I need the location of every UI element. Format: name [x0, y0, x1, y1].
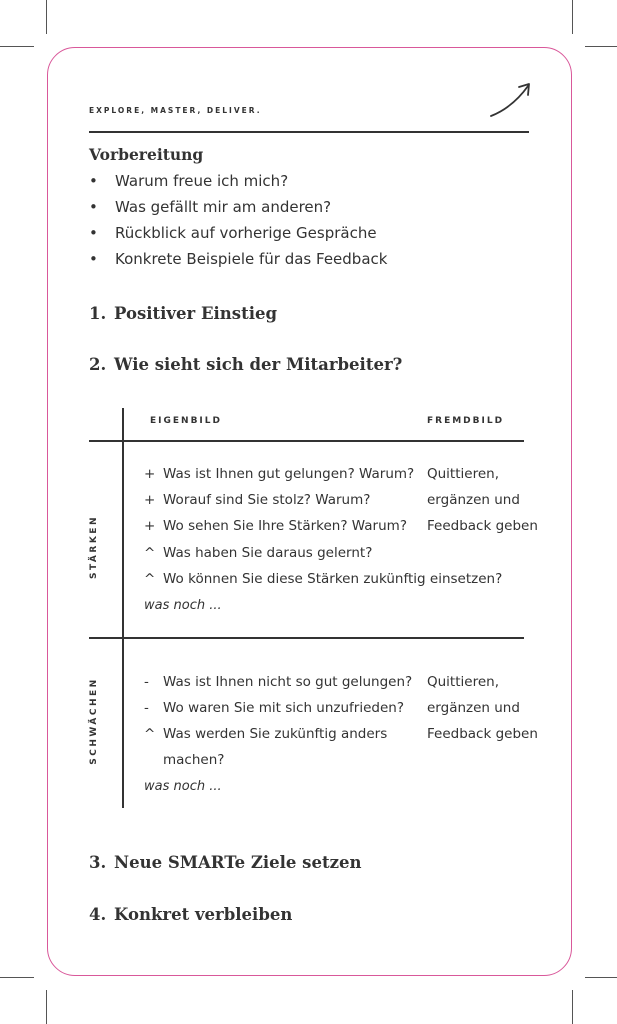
more-note: was noch ... [144, 598, 222, 613]
list-item: • Konkrete Beispiele für das Feedback [89, 250, 388, 268]
table-row: + Was ist Ihnen gut gelungen? Warum? [144, 466, 415, 482]
tagline: EXPLORE, MASTER, DELIVER. [89, 106, 262, 115]
list-item: • Warum freue ich mich? [89, 172, 289, 190]
table-header-line [89, 440, 524, 442]
table-row: - Was ist Ihnen nicht so gut gelungen? [144, 674, 413, 690]
crop-mark [46, 0, 47, 34]
table-divider-line [89, 637, 524, 639]
table-row: + Worauf sind Sie stolz? Warum? [144, 492, 371, 508]
table-row: ^ Was werden Sie zukünftig anders [144, 726, 388, 742]
preparation-title: Vorbereitung [89, 145, 204, 164]
step-2: 2. Wie sieht sich der Mitarbeiter? [89, 355, 403, 374]
table-row: ^ Was haben Sie daraus gelernt? [144, 545, 373, 561]
table-row: ^ Wo können Sie diese Stärken zukünftig einsetzen? [144, 571, 503, 587]
crop-mark [585, 46, 617, 47]
more-note: was noch ... [144, 779, 222, 794]
crop-mark [572, 990, 573, 1024]
crop-mark [585, 977, 617, 978]
crop-mark [572, 0, 573, 34]
row-label-weaknesses: SCHWÄCHEN [89, 677, 99, 765]
row-label-strengths: STÄRKEN [89, 515, 99, 579]
column-header-self: EIGENBILD [150, 416, 222, 426]
header-rule [89, 131, 529, 133]
table-row: machen? [163, 752, 225, 768]
preparation-list [89, 170, 387, 274]
step-1: 1. Positiver Einstieg [89, 304, 277, 323]
crop-mark [46, 990, 47, 1024]
table-row: - Wo waren Sie mit sich unzufrieden? [144, 700, 404, 716]
table-row: + Wo sehen Sie Ihre Stärken? Warum? [144, 518, 407, 534]
column-header-other: FREMDBILD [427, 416, 505, 426]
step-3: 3. Neue SMARTe Ziele setzen [89, 853, 362, 872]
table-vertical-line [122, 408, 124, 808]
list-item: • Rückblick auf vorherige Gespräche [89, 224, 377, 242]
step-4: 4. Konkret verbleiben [89, 905, 293, 924]
crop-mark [0, 46, 34, 47]
list-item: • Was gefällt mir am anderen? [89, 198, 332, 216]
fremdbild-text: Quittieren, ergänzen und Feedback geben [427, 466, 538, 534]
fremdbild-text: Quittieren, ergänzen und Feedback geben [427, 674, 538, 742]
arrow-up-right-icon [488, 80, 534, 120]
crop-mark [0, 977, 34, 978]
